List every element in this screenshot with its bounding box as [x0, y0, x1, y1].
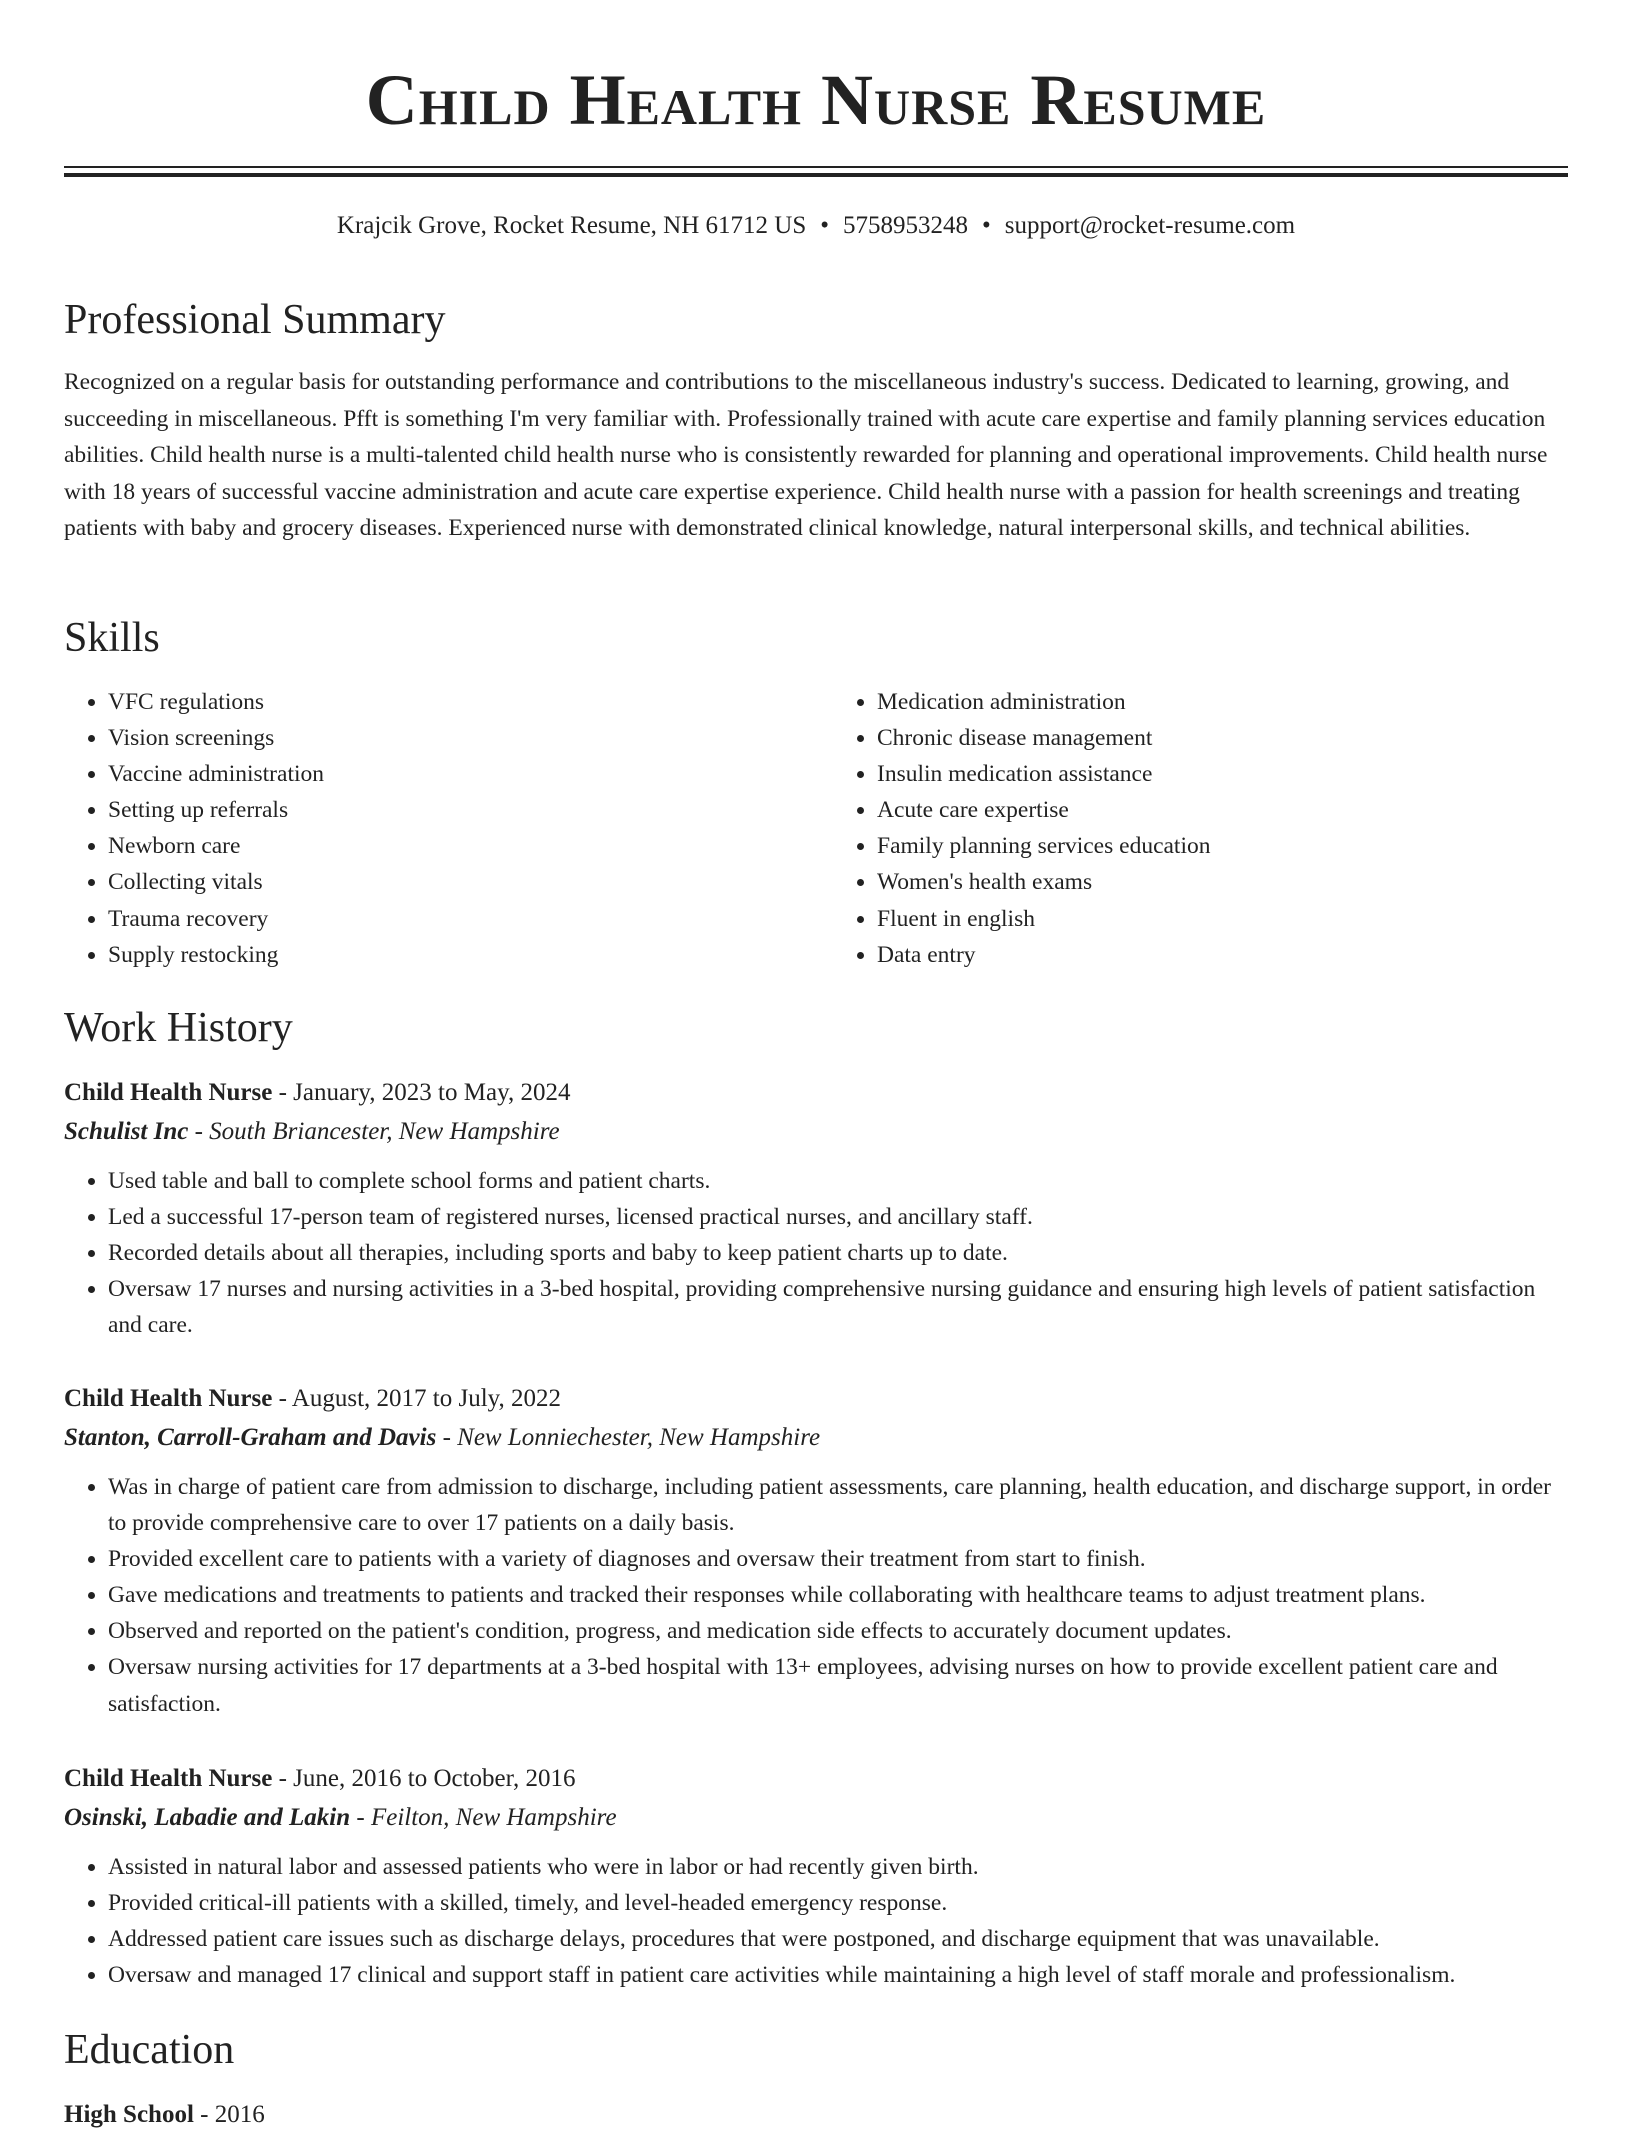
- job-bullet: • Provided critical-ill patients with a skilled, timely, and level-headed emergency response.: [108, 1885, 1568, 1921]
- contact-separator: •: [820, 212, 830, 239]
- job-title: Child Health Nurse: [64, 1385, 273, 1412]
- job-bullet: • Observed and reported on the patient's condition, progress, and medication side effects to accurately document updates.: [108, 1613, 1568, 1649]
- job-location: - South Briancester, New Hampshire: [188, 1118, 560, 1145]
- job-company: Osinski, Labadie and Lakin: [64, 1804, 351, 1831]
- contact-line: [64, 211, 1568, 241]
- title-divider-thick: [64, 173, 1568, 177]
- job-bullet: • Oversaw 17 nurses and nursing activities in a 3-bed hospital, providing comprehensive nursing guidance and ensuring high levels of patient satisfaction and care.: [108, 1271, 1568, 1343]
- skill-item: • Collecting vitals: [108, 864, 799, 900]
- job-company: Schulist Inc: [64, 1118, 189, 1145]
- contact-email: support@rocket-resume.com: [1004, 212, 1296, 239]
- job-entry: [64, 1764, 1568, 1993]
- skill-item: • Women's health exams: [877, 864, 1568, 900]
- job-bullet: • Assisted in natural labor and assessed patients who were in labor or had recently given birth.: [108, 1849, 1568, 1885]
- job-bullets: [64, 1849, 1568, 1993]
- summary-heading: Professional Summary: [64, 297, 446, 343]
- job-bullet: • Gave medications and treatments to patients and tracked their responses while collaborating with healthcare teams to adjust treatment plans.: [108, 1577, 1568, 1613]
- education-heading: Education: [64, 2027, 235, 2073]
- skill-item: • Newborn care: [108, 828, 799, 864]
- job-company-line: [64, 1803, 1568, 1833]
- education-year: - 2016: [193, 2101, 265, 2128]
- summary-text: Recognized on a regular basis for outstanding performance and contributions to the miscellaneous industry's success. Dedicated to learning, growing, and succeeding in miscellaneous. Pfft is something I'm very familiar with. Professionally trained with acute care expertise and family planning services education abilities. Child health nurse is a multi-talented child health nurse who is consistently rewarded for planning and operational improvements. Child health nurse with 18 years of successful vaccine administration and acute care expertise experience. Child health nurse with a passion for health screenings and treating patients with baby and grocery diseases. Experienced nurse with demonstrated clinical knowledge, natural interpersonal skills, and technical abilities.: [64, 369, 1548, 542]
- job-title: Child Health Nurse: [64, 1765, 273, 1792]
- job-bullet: • Led a successful 17-person team of registered nurses, licensed practical nurses, and ancillary staff.: [108, 1199, 1568, 1235]
- job-company: Stanton, Carroll-Graham and Davis: [64, 1424, 437, 1451]
- job-title-line: [64, 1078, 1568, 1108]
- job-dates: - January, 2023 to May, 2024: [272, 1079, 571, 1106]
- education-degree: High School: [64, 2101, 194, 2128]
- skill-item: • Chronic disease management: [877, 720, 1568, 756]
- job-bullet: • Oversaw nursing activities for 17 departments at a 3-bed hospital with 13+ employees, advising nurses on how to provide excellent patient care and satisfaction.: [108, 1649, 1568, 1721]
- job-title-line: [64, 1384, 1568, 1414]
- job-bullet: • Recorded details about all therapies, including sports and baby to keep patient charts up to date.: [108, 1235, 1568, 1271]
- skill-item: • Acute care expertise: [877, 792, 1568, 828]
- job-company-line: [64, 1423, 1568, 1453]
- job-entry: [64, 1078, 1568, 1343]
- skills-column-left: [64, 684, 799, 973]
- skill-item: • Fluent in english: [877, 901, 1568, 937]
- work-history-heading: Work History: [64, 1005, 293, 1051]
- skill-item: • Supply restocking: [108, 937, 799, 973]
- skills-list: [64, 684, 1568, 973]
- skill-item: • Medication administration: [877, 684, 1568, 720]
- job-bullet: • Provided excellent care to patients with a variety of diagnoses and oversaw their treatment from start to finish.: [108, 1541, 1568, 1577]
- job-entry: [64, 1384, 1568, 1722]
- skill-item: • Vision screenings: [108, 720, 799, 756]
- skills-heading: Skills: [64, 615, 160, 661]
- job-dates: - August, 2017 to July, 2022: [272, 1385, 562, 1412]
- skill-item: • Data entry: [877, 937, 1568, 973]
- job-company-line: [64, 1117, 1568, 1147]
- job-bullets: [64, 1469, 1568, 1722]
- resume-title: Child Health Nurse Resume: [365, 60, 1267, 140]
- skill-item: • Family planning services education: [877, 828, 1568, 864]
- job-bullets: [64, 1163, 1568, 1343]
- title-divider: [64, 166, 1568, 168]
- contact-address: Krajcik Grove, Rocket Resume, NH 61712 US: [336, 212, 807, 239]
- job-bullet: • Addressed patient care issues such as discharge delays, procedures that were postponed, and discharge equipment that was unavailable.: [108, 1921, 1568, 1957]
- contact-phone: 5758953248: [843, 212, 969, 239]
- skill-item: • Insulin medication assistance: [877, 756, 1568, 792]
- job-bullet: • Oversaw and managed 17 clinical and support staff in patient care activities while maintaining a high level of staff morale and professionalism.: [108, 1957, 1568, 1993]
- job-title: Child Health Nurse: [64, 1079, 273, 1106]
- skill-item: • Trauma recovery: [108, 901, 799, 937]
- job-location: - Feilton, New Hampshire: [350, 1804, 617, 1831]
- skills-column-right: [799, 684, 1568, 973]
- job-dates: - June, 2016 to October, 2016: [272, 1765, 576, 1792]
- resume-page: [64, 0, 1568, 2128]
- skill-item: • Vaccine administration: [108, 756, 799, 792]
- job-location: - New Lonniechester, New Hampshire: [436, 1424, 821, 1451]
- job-bullet: • Used table and ball to complete school forms and patient charts.: [108, 1163, 1568, 1199]
- education-entry: [64, 2100, 265, 2130]
- skill-item: • VFC regulations: [108, 684, 799, 720]
- contact-separator: •: [982, 212, 991, 239]
- job-bullet: • Was in charge of patient care from admission to discharge, including patient assessments, care planning, health education, and discharge support, in order to provide comprehensive care to over 17 patients on a daily basis.: [108, 1469, 1568, 1541]
- skill-item: • Setting up referrals: [108, 792, 799, 828]
- job-title-line: [64, 1764, 1568, 1794]
